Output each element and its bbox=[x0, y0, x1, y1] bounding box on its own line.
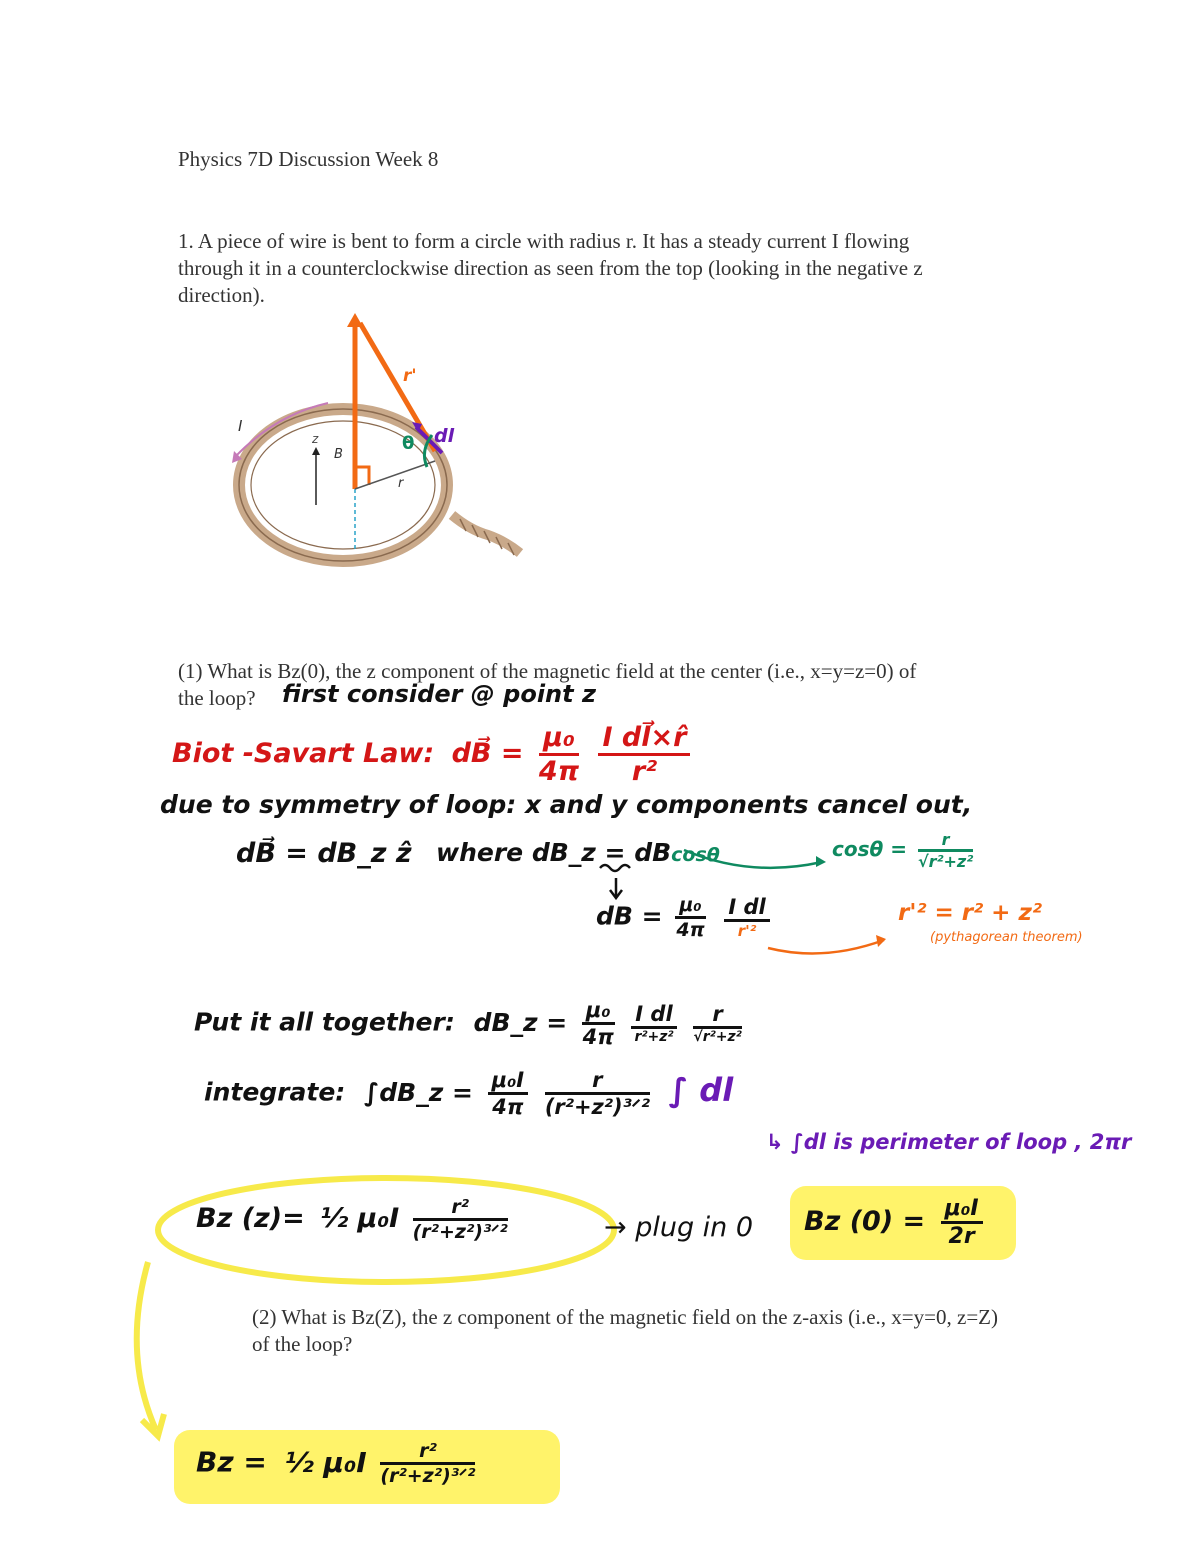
together-mid-den: r²+z² bbox=[634, 1029, 674, 1045]
integrate-const-num: μ₀I bbox=[488, 1068, 528, 1095]
db-num: I dl bbox=[724, 895, 769, 922]
radius-line bbox=[355, 461, 435, 489]
answer2-num: r² bbox=[380, 1440, 475, 1465]
together-mid bbox=[631, 1002, 676, 1045]
bz0-fraction bbox=[941, 1196, 983, 1249]
together-equation bbox=[194, 998, 742, 1049]
cos-den: √r²+z² bbox=[917, 852, 974, 871]
current-loop-figure bbox=[220, 305, 540, 595]
label-theta: θ bbox=[402, 433, 415, 454]
biot-fraction bbox=[598, 722, 690, 787]
integrate-r-den: (r²+z²)³ᐟ² bbox=[544, 1095, 650, 1119]
question2-line1: (2) What is Bz(Z), the z component of the magnetic field on the z-axis (i.e., x=y=0, z=Z) bbox=[252, 1305, 998, 1329]
bz0-lhs: Bz (0) = bbox=[804, 1206, 926, 1237]
db-const-num: μ₀ bbox=[675, 894, 705, 919]
db-const-den: 4π bbox=[676, 919, 705, 941]
integrate-r bbox=[545, 1068, 650, 1119]
question1-line2: the loop? bbox=[178, 686, 256, 710]
r-prime-vector bbox=[360, 323, 435, 451]
plug-in-note: → plug in 0 bbox=[604, 1212, 754, 1243]
together-r-num: r bbox=[693, 1002, 741, 1029]
answer2-den: (r²+z²)³ᐟ² bbox=[380, 1465, 476, 1487]
biot-den: r² bbox=[631, 756, 658, 787]
biot-lhs: dB⃗ = bbox=[451, 738, 524, 769]
db-den: r'² bbox=[737, 922, 757, 940]
problem-text-line2: through it in a counterclockwise direction as seen from the top (looking in the negative z bbox=[178, 256, 923, 280]
integrate-constant bbox=[488, 1068, 528, 1119]
bz-fraction bbox=[413, 1196, 508, 1243]
together-const-num: μ₀ bbox=[582, 998, 615, 1025]
integrate-label: integrate: bbox=[204, 1077, 346, 1107]
wire-loop bbox=[239, 409, 447, 561]
together-lhs: dB_z = bbox=[473, 1007, 568, 1037]
cos-fraction bbox=[918, 830, 973, 871]
page-title: Physics 7D Discussion Week 8 bbox=[178, 147, 439, 171]
bz-den: (r²+z²)³ᐟ² bbox=[412, 1221, 508, 1243]
pythagorean-eq: r'² = r² + z² bbox=[898, 900, 1042, 926]
db-fraction bbox=[724, 895, 769, 940]
biot-const-den: 4π bbox=[538, 756, 580, 787]
label-z: z bbox=[312, 432, 319, 446]
db-equation bbox=[596, 894, 770, 941]
costheta-text: cosθ bbox=[671, 844, 720, 866]
label-r-prime: r' bbox=[403, 366, 417, 386]
biot-num: I dl⃗×r̂ bbox=[598, 722, 690, 756]
problem-text-line1: 1. A piece of wire is bent to form a circle with radius r. It has a steady current I flowing bbox=[178, 229, 910, 253]
db-constant bbox=[675, 894, 705, 941]
integrate-equation bbox=[204, 1068, 733, 1119]
biot-label: Biot -Savart Law: bbox=[172, 738, 435, 769]
integrate-r-num: r bbox=[545, 1068, 650, 1095]
problem-text-line3: direction). bbox=[178, 283, 265, 307]
cos-theta-eq bbox=[832, 830, 973, 871]
db-lhs: dB = bbox=[596, 901, 663, 931]
together-label: Put it all together: bbox=[194, 1007, 455, 1037]
together-r-den: √r²+z² bbox=[693, 1029, 742, 1045]
together-r bbox=[693, 1002, 741, 1045]
biot-const-num: μ₀ bbox=[539, 722, 579, 756]
first-consider-note: first consider @ point z bbox=[282, 680, 596, 708]
integrate-const-den: 4π bbox=[492, 1095, 524, 1119]
green-arrow bbox=[680, 838, 830, 878]
perimeter-note: ↳ ∫dl is perimeter of loop , 2πr bbox=[766, 1130, 1132, 1154]
integrate-dl: ∫ dl bbox=[668, 1070, 734, 1109]
cos-lhs: cosθ = bbox=[832, 837, 907, 861]
bz-lhs: Bz (z)= bbox=[196, 1203, 305, 1234]
biot-savart-law bbox=[172, 722, 690, 787]
where-dbz bbox=[436, 838, 720, 867]
bz-num: r² bbox=[413, 1196, 508, 1221]
yellow-arrow bbox=[118, 1254, 188, 1444]
where-text: where dB_z = dB bbox=[436, 838, 672, 867]
together-mid-num: I dl bbox=[631, 1002, 676, 1029]
answer2-fraction bbox=[380, 1440, 475, 1487]
bz0-num: μ₀I bbox=[941, 1196, 983, 1224]
bz0-equation bbox=[804, 1196, 983, 1249]
symmetry-note: due to symmetry of loop: x and y components cancel out, bbox=[160, 790, 973, 819]
label-current: I bbox=[238, 417, 243, 435]
label-b: B bbox=[334, 447, 343, 462]
label-dl: dl bbox=[434, 425, 455, 447]
together-const-den: 4π bbox=[582, 1025, 614, 1049]
question2-line2: of the loop? bbox=[252, 1332, 353, 1356]
db-vector-eq: dB⃗ = dB_z ẑ bbox=[236, 838, 412, 869]
pythagorean-note: (pythagorean theorem) bbox=[930, 930, 1083, 945]
orange-arrow bbox=[764, 922, 894, 962]
biot-constant bbox=[539, 722, 579, 787]
bz-half: ½ μ₀I bbox=[320, 1203, 400, 1234]
answer2-lhs: Bz = bbox=[196, 1445, 267, 1479]
question1-line1: (1) What is Bz(0), the z component of the magnetic field at the center (i.e., x=y=z=0) of bbox=[178, 659, 917, 683]
label-r: r bbox=[398, 476, 404, 491]
together-constant bbox=[582, 998, 615, 1049]
bz-z-equation bbox=[196, 1196, 508, 1243]
cos-num: r bbox=[918, 830, 973, 852]
bz0-den: 2r bbox=[948, 1224, 975, 1249]
integrate-lhs: ∫dB_z = bbox=[364, 1077, 473, 1107]
answer2-equation bbox=[196, 1440, 475, 1487]
answer2-half: ½ μ₀I bbox=[284, 1445, 367, 1479]
